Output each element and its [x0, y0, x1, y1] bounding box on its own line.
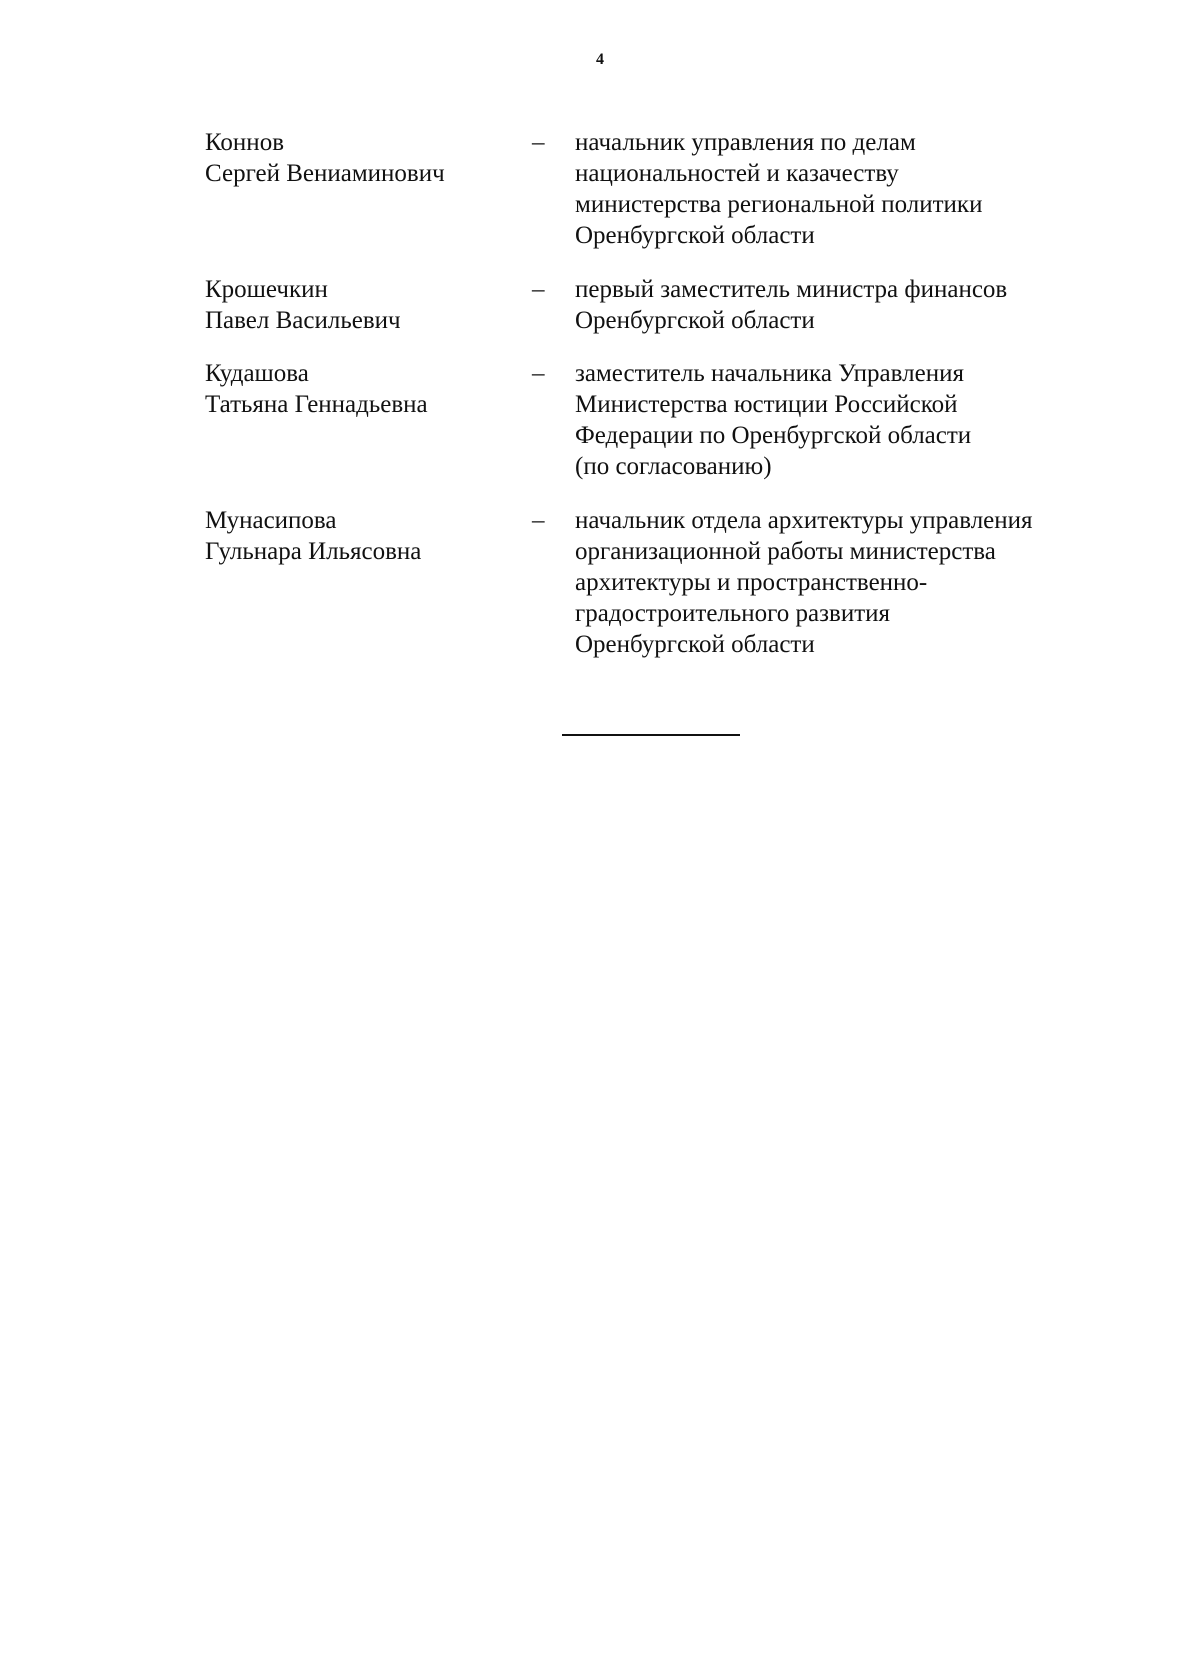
- end-rule: [562, 734, 740, 736]
- member-dash: –: [532, 276, 545, 303]
- page-number: 4: [596, 51, 604, 68]
- member-position-line: организационной работы министерства: [575, 538, 996, 565]
- member-dash: –: [532, 507, 545, 534]
- member-position-line: начальник отдела архитектуры управления: [575, 507, 1033, 534]
- member-surname: Крошечкин: [205, 276, 328, 303]
- member-position-line: Федерации по Оренбургской области: [575, 422, 972, 449]
- member-position-line: заместитель начальника Управления: [575, 360, 964, 387]
- member-position-line: Министерства юстиции Российской: [575, 391, 958, 418]
- member-given-names: Гульнара Ильясовна: [205, 538, 422, 565]
- member-position-line: Оренбургской области: [575, 222, 815, 249]
- member-position-line: первый заместитель министра финансов: [575, 276, 1008, 303]
- member-position-line: национальностей и казачеству: [575, 160, 899, 187]
- member-position-line: Оренбургской области: [575, 307, 815, 334]
- member-position-line: министерства региональной политики: [575, 191, 983, 218]
- member-position-line: архитектуры и пространственно-: [575, 569, 928, 596]
- member-dash: –: [532, 129, 545, 156]
- member-position-line: (по согласованию): [575, 453, 772, 480]
- member-surname: Мунасипова: [205, 507, 337, 534]
- member-given-names: Татьяна Геннадьевна: [205, 391, 428, 418]
- member-surname: Кудашова: [205, 360, 309, 387]
- member-dash: –: [532, 360, 545, 387]
- member-given-names: Сергей Вениаминович: [205, 160, 445, 187]
- member-position-line: Оренбургской области: [575, 631, 815, 658]
- member-position-line: градостроительного развития: [575, 600, 891, 627]
- member-given-names: Павел Васильевич: [205, 307, 401, 334]
- member-position-line: начальник управления по делам: [575, 129, 916, 156]
- member-surname: Коннов: [205, 129, 284, 156]
